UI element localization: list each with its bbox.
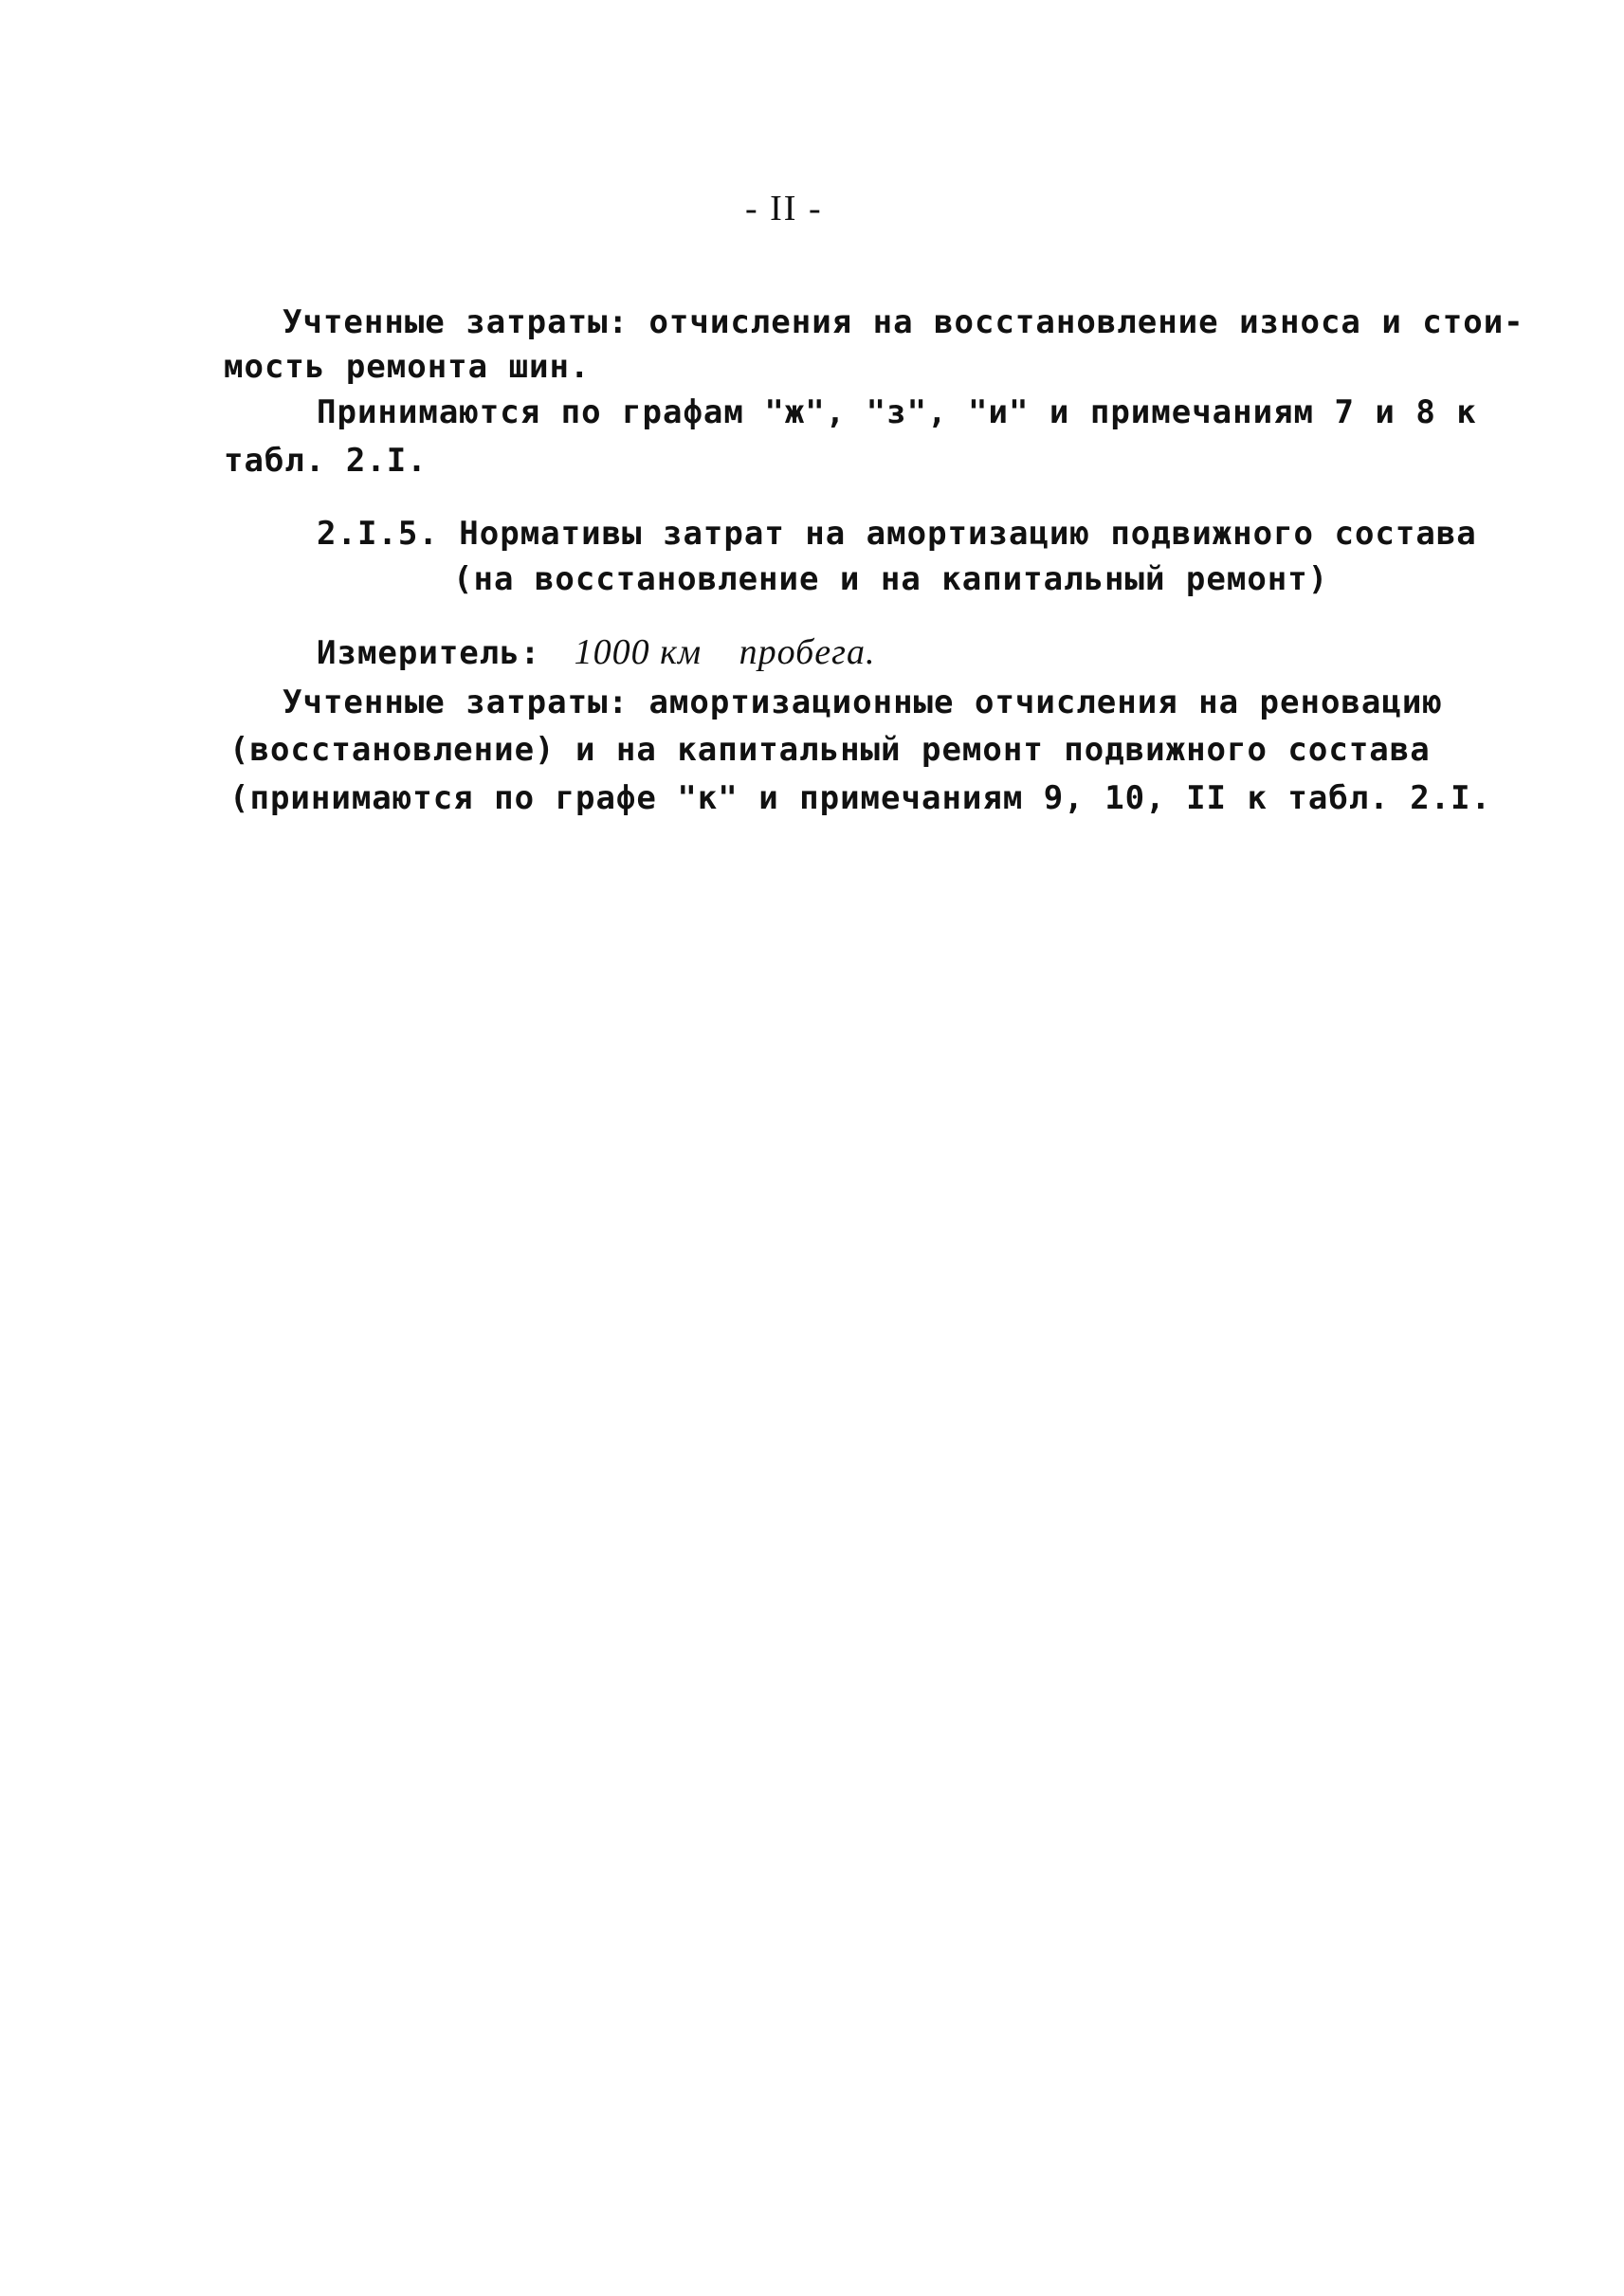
page-number: - II - [745,189,823,228]
meter-label: Измеритель: [317,634,541,672]
costs-text-line-4: табл. 2.I. [224,442,428,480]
amortization-text-line-1: Учтенные затраты: амортизационные отчисления на реновацию [283,683,1443,721]
section-title-line-2: (на восстановление и на капитальный ремонт) [453,560,1329,598]
amortization-text-line-3: (принимаются по графе "к" и примечаниям 9, 10, II к табл. 2.I. [229,779,1492,817]
section-title-line-1: 2.I.5. Нормативы затрат на амортизацию подвижного состава [317,515,1477,553]
meter-unit: пробега. [739,632,876,672]
amortization-text-line-2: (восстановление) и на капитальный ремонт подвижного состава [229,731,1431,769]
meter-value: 1000 км [574,632,703,672]
costs-text-line-1: Учтенные затраты: отчисления на восстановление износа и стои- [283,303,1524,341]
costs-text-line-2: мость ремонта шин. [224,348,591,386]
meter-line [317,629,875,676]
costs-text-line-3: Принимаются по графам "ж", "з", "и" и примечаниям 7 и 8 к [317,393,1477,431]
